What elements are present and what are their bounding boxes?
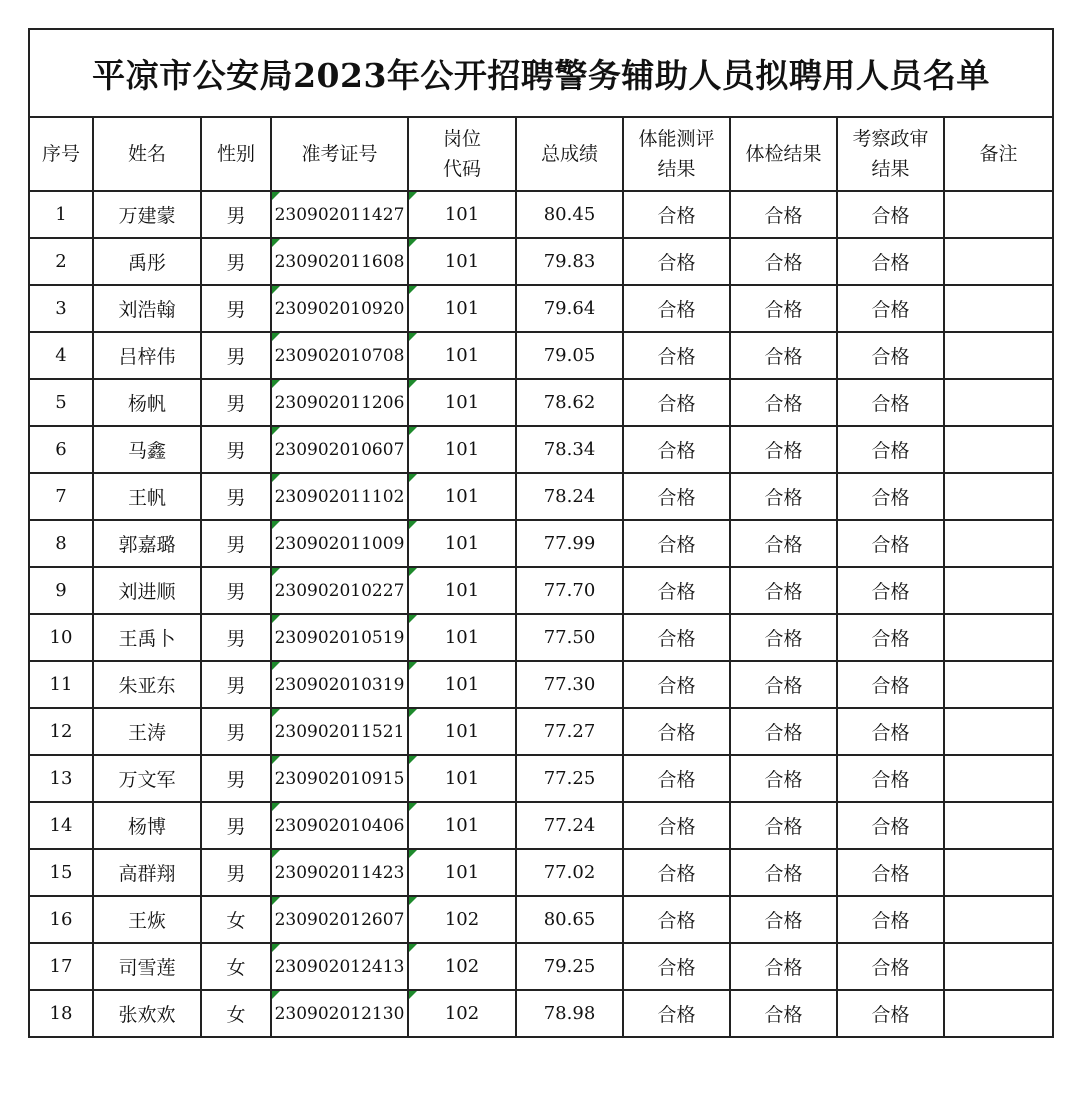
political-review-cell: 合格 xyxy=(837,661,944,708)
table-row xyxy=(29,661,1053,708)
seq-cell: 14 xyxy=(29,802,93,849)
total-score-cell: 80.65 xyxy=(516,896,623,943)
political-review-cell: 合格 xyxy=(837,379,944,426)
remark-cell xyxy=(944,473,1053,520)
total-score-cell: 77.25 xyxy=(516,755,623,802)
total-score-cell: 77.30 xyxy=(516,661,623,708)
seq-cell: 5 xyxy=(29,379,93,426)
header-position-code-line1: 岗位 xyxy=(442,128,481,150)
remark-cell xyxy=(944,426,1053,473)
remark-cell xyxy=(944,943,1053,990)
gender-cell: 男 xyxy=(201,614,271,661)
text-number-marker xyxy=(409,380,417,388)
position-code-cell: 101 xyxy=(408,661,516,708)
medical-result-cell: 合格 xyxy=(730,567,837,614)
fitness-result-cell: 合格 xyxy=(623,896,730,943)
header-fitness-result xyxy=(623,117,730,191)
name-cell: 王禹卜 xyxy=(93,614,201,661)
fitness-result-cell: 合格 xyxy=(623,473,730,520)
header-fitness-line2: 结果 xyxy=(657,158,696,180)
ticket-number-cell: 230902011102 xyxy=(271,473,408,520)
position-code-cell: 101 xyxy=(408,755,516,802)
roster-sheet xyxy=(28,28,1052,1038)
seq-cell: 3 xyxy=(29,285,93,332)
ticket-number-cell: 230902010708 xyxy=(271,332,408,379)
position-code-cell: 101 xyxy=(408,614,516,661)
table-row xyxy=(29,426,1053,473)
total-score-cell: 79.83 xyxy=(516,238,623,285)
fitness-result-cell: 合格 xyxy=(623,849,730,896)
political-review-cell: 合格 xyxy=(837,238,944,285)
medical-result-cell: 合格 xyxy=(730,520,837,567)
name-cell: 王帆 xyxy=(93,473,201,520)
medical-result-cell: 合格 xyxy=(730,990,837,1037)
position-code-cell: 102 xyxy=(408,943,516,990)
fitness-result-cell: 合格 xyxy=(623,238,730,285)
document-title: 平凉市公安局2023年公开招聘警务辅助人员拟聘用人员名单 xyxy=(29,29,1053,117)
table-row xyxy=(29,943,1053,990)
medical-result-cell: 合格 xyxy=(730,755,837,802)
medical-result-cell: 合格 xyxy=(730,614,837,661)
ticket-number-cell: 230902010319 xyxy=(271,661,408,708)
medical-result-cell: 合格 xyxy=(730,849,837,896)
text-number-marker xyxy=(409,333,417,341)
political-review-cell: 合格 xyxy=(837,990,944,1037)
text-number-marker xyxy=(409,709,417,717)
fitness-result-cell: 合格 xyxy=(623,943,730,990)
gender-cell: 男 xyxy=(201,802,271,849)
ticket-number-cell: 230902011521 xyxy=(271,708,408,755)
gender-cell: 男 xyxy=(201,285,271,332)
ticket-number-cell: 230902012607 xyxy=(271,896,408,943)
text-number-marker xyxy=(409,568,417,576)
text-number-marker xyxy=(409,474,417,482)
seq-cell: 18 xyxy=(29,990,93,1037)
seq-cell: 10 xyxy=(29,614,93,661)
remark-cell xyxy=(944,990,1053,1037)
ticket-number-cell: 230902010406 xyxy=(271,802,408,849)
text-number-marker xyxy=(409,662,417,670)
text-number-marker xyxy=(272,897,280,905)
name-cell: 张欢欢 xyxy=(93,990,201,1037)
gender-cell: 男 xyxy=(201,332,271,379)
table-row xyxy=(29,896,1053,943)
fitness-result-cell: 合格 xyxy=(623,520,730,567)
header-position-code xyxy=(408,117,516,191)
medical-result-cell: 合格 xyxy=(730,473,837,520)
gender-cell: 男 xyxy=(201,849,271,896)
total-score-cell: 79.64 xyxy=(516,285,623,332)
text-number-marker xyxy=(272,239,280,247)
gender-cell: 女 xyxy=(201,943,271,990)
name-cell: 刘浩翰 xyxy=(93,285,201,332)
gender-cell: 男 xyxy=(201,567,271,614)
table-row xyxy=(29,990,1053,1037)
political-review-cell: 合格 xyxy=(837,708,944,755)
gender-cell: 男 xyxy=(201,661,271,708)
fitness-result-cell: 合格 xyxy=(623,755,730,802)
text-number-marker xyxy=(272,803,280,811)
gender-cell: 男 xyxy=(201,755,271,802)
text-number-marker xyxy=(409,944,417,952)
position-code-cell: 101 xyxy=(408,238,516,285)
text-number-marker xyxy=(272,709,280,717)
political-review-cell: 合格 xyxy=(837,849,944,896)
remark-cell xyxy=(944,614,1053,661)
text-number-marker xyxy=(409,239,417,247)
position-code-cell: 101 xyxy=(408,426,516,473)
medical-result-cell: 合格 xyxy=(730,896,837,943)
header-seq: 序号 xyxy=(29,117,93,191)
position-code-cell: 101 xyxy=(408,520,516,567)
fitness-result-cell: 合格 xyxy=(623,661,730,708)
political-review-cell: 合格 xyxy=(837,520,944,567)
name-cell: 杨博 xyxy=(93,802,201,849)
fitness-result-cell: 合格 xyxy=(623,379,730,426)
seq-cell: 9 xyxy=(29,567,93,614)
header-name: 姓名 xyxy=(93,117,201,191)
total-score-cell: 78.34 xyxy=(516,426,623,473)
text-number-marker xyxy=(409,803,417,811)
table-row xyxy=(29,332,1053,379)
name-cell: 禹彤 xyxy=(93,238,201,285)
text-number-marker xyxy=(272,756,280,764)
remark-cell xyxy=(944,332,1053,379)
gender-cell: 男 xyxy=(201,708,271,755)
position-code-cell: 101 xyxy=(408,708,516,755)
position-code-cell: 101 xyxy=(408,379,516,426)
ticket-number-cell: 230902012413 xyxy=(271,943,408,990)
remark-cell xyxy=(944,379,1053,426)
fitness-result-cell: 合格 xyxy=(623,567,730,614)
ticket-number-cell: 230902010920 xyxy=(271,285,408,332)
political-review-cell: 合格 xyxy=(837,755,944,802)
text-number-marker xyxy=(272,286,280,294)
total-score-cell: 77.02 xyxy=(516,849,623,896)
table-row xyxy=(29,567,1053,614)
roster-body xyxy=(29,191,1053,1037)
text-number-marker xyxy=(409,286,417,294)
ticket-number-cell: 230902012130 xyxy=(271,990,408,1037)
text-number-marker xyxy=(272,474,280,482)
table-row xyxy=(29,849,1053,896)
fitness-result-cell: 合格 xyxy=(623,708,730,755)
text-number-marker xyxy=(272,991,280,999)
ticket-number-cell: 230902011009 xyxy=(271,520,408,567)
position-code-cell: 101 xyxy=(408,191,516,238)
total-score-cell: 77.24 xyxy=(516,802,623,849)
medical-result-cell: 合格 xyxy=(730,943,837,990)
medical-result-cell: 合格 xyxy=(730,661,837,708)
seq-cell: 4 xyxy=(29,332,93,379)
name-cell: 王涛 xyxy=(93,708,201,755)
text-number-marker xyxy=(272,521,280,529)
political-review-cell: 合格 xyxy=(837,567,944,614)
fitness-result-cell: 合格 xyxy=(623,614,730,661)
gender-cell: 女 xyxy=(201,896,271,943)
text-number-marker xyxy=(272,615,280,623)
fitness-result-cell: 合格 xyxy=(623,191,730,238)
gender-cell: 男 xyxy=(201,238,271,285)
medical-result-cell: 合格 xyxy=(730,426,837,473)
text-number-marker xyxy=(409,615,417,623)
text-number-marker xyxy=(409,850,417,858)
political-review-cell: 合格 xyxy=(837,943,944,990)
header-position-code-line2: 代码 xyxy=(442,158,481,180)
medical-result-cell: 合格 xyxy=(730,191,837,238)
ticket-number-cell: 230902011427 xyxy=(271,191,408,238)
table-row xyxy=(29,238,1053,285)
fitness-result-cell: 合格 xyxy=(623,990,730,1037)
total-score-cell: 79.05 xyxy=(516,332,623,379)
header-gender: 性别 xyxy=(201,117,271,191)
seq-cell: 15 xyxy=(29,849,93,896)
seq-cell: 1 xyxy=(29,191,93,238)
text-number-marker xyxy=(409,897,417,905)
text-number-marker xyxy=(272,568,280,576)
text-number-marker xyxy=(272,192,280,200)
ticket-number-cell: 230902010915 xyxy=(271,755,408,802)
name-cell: 王烣 xyxy=(93,896,201,943)
total-score-cell: 78.24 xyxy=(516,473,623,520)
seq-cell: 13 xyxy=(29,755,93,802)
remark-cell xyxy=(944,755,1053,802)
gender-cell: 男 xyxy=(201,191,271,238)
text-number-marker xyxy=(272,850,280,858)
fitness-result-cell: 合格 xyxy=(623,285,730,332)
remark-cell xyxy=(944,849,1053,896)
position-code-cell: 101 xyxy=(408,285,516,332)
text-number-marker xyxy=(272,662,280,670)
medical-result-cell: 合格 xyxy=(730,332,837,379)
remark-cell xyxy=(944,661,1053,708)
text-number-marker xyxy=(409,427,417,435)
position-code-cell: 101 xyxy=(408,567,516,614)
gender-cell: 男 xyxy=(201,520,271,567)
position-code-cell: 101 xyxy=(408,802,516,849)
text-number-marker xyxy=(272,333,280,341)
medical-result-cell: 合格 xyxy=(730,285,837,332)
header-total-score: 总成绩 xyxy=(516,117,623,191)
political-review-cell: 合格 xyxy=(837,473,944,520)
position-code-cell: 101 xyxy=(408,473,516,520)
text-number-marker xyxy=(272,380,280,388)
header-row xyxy=(29,117,1053,191)
fitness-result-cell: 合格 xyxy=(623,426,730,473)
name-cell: 高群翔 xyxy=(93,849,201,896)
roster-table xyxy=(28,28,1054,1038)
total-score-cell: 78.98 xyxy=(516,990,623,1037)
total-score-cell: 79.25 xyxy=(516,943,623,990)
position-code-cell: 102 xyxy=(408,896,516,943)
header-political-line2: 结果 xyxy=(871,158,910,180)
text-number-marker xyxy=(409,192,417,200)
political-review-cell: 合格 xyxy=(837,285,944,332)
total-score-cell: 77.50 xyxy=(516,614,623,661)
total-score-cell: 77.70 xyxy=(516,567,623,614)
political-review-cell: 合格 xyxy=(837,802,944,849)
total-score-cell: 78.62 xyxy=(516,379,623,426)
fitness-result-cell: 合格 xyxy=(623,802,730,849)
political-review-cell: 合格 xyxy=(837,614,944,661)
header-ticket: 准考证号 xyxy=(271,117,408,191)
name-cell: 杨帆 xyxy=(93,379,201,426)
name-cell: 吕梓伟 xyxy=(93,332,201,379)
political-review-cell: 合格 xyxy=(837,191,944,238)
seq-cell: 17 xyxy=(29,943,93,990)
table-row xyxy=(29,802,1053,849)
seq-cell: 16 xyxy=(29,896,93,943)
total-score-cell: 77.27 xyxy=(516,708,623,755)
gender-cell: 男 xyxy=(201,379,271,426)
medical-result-cell: 合格 xyxy=(730,238,837,285)
position-code-cell: 101 xyxy=(408,849,516,896)
seq-cell: 7 xyxy=(29,473,93,520)
seq-cell: 2 xyxy=(29,238,93,285)
ticket-number-cell: 230902011206 xyxy=(271,379,408,426)
text-number-marker xyxy=(272,427,280,435)
header-political-review xyxy=(837,117,944,191)
gender-cell: 男 xyxy=(201,473,271,520)
name-cell: 万建蒙 xyxy=(93,191,201,238)
gender-cell: 女 xyxy=(201,990,271,1037)
total-score-cell: 80.45 xyxy=(516,191,623,238)
header-fitness-line1: 体能测评 xyxy=(638,128,715,150)
table-row xyxy=(29,520,1053,567)
remark-cell xyxy=(944,567,1053,614)
text-number-marker xyxy=(409,521,417,529)
seq-cell: 11 xyxy=(29,661,93,708)
name-cell: 马鑫 xyxy=(93,426,201,473)
header-remark: 备注 xyxy=(944,117,1053,191)
medical-result-cell: 合格 xyxy=(730,802,837,849)
ticket-number-cell: 230902010519 xyxy=(271,614,408,661)
header-medical-result: 体检结果 xyxy=(730,117,837,191)
ticket-number-cell: 230902010227 xyxy=(271,567,408,614)
ticket-number-cell: 230902011608 xyxy=(271,238,408,285)
text-number-marker xyxy=(272,944,280,952)
ticket-number-cell: 230902010607 xyxy=(271,426,408,473)
name-cell: 朱亚东 xyxy=(93,661,201,708)
medical-result-cell: 合格 xyxy=(730,379,837,426)
text-number-marker xyxy=(409,991,417,999)
remark-cell xyxy=(944,238,1053,285)
medical-result-cell: 合格 xyxy=(730,708,837,755)
remark-cell xyxy=(944,896,1053,943)
table-row xyxy=(29,379,1053,426)
table-row xyxy=(29,755,1053,802)
name-cell: 郭嘉璐 xyxy=(93,520,201,567)
ticket-number-cell: 230902011423 xyxy=(271,849,408,896)
remark-cell xyxy=(944,708,1053,755)
position-code-cell: 102 xyxy=(408,990,516,1037)
remark-cell xyxy=(944,520,1053,567)
gender-cell: 男 xyxy=(201,426,271,473)
position-code-cell: 101 xyxy=(408,332,516,379)
remark-cell xyxy=(944,191,1053,238)
text-number-marker xyxy=(409,756,417,764)
name-cell: 刘进顺 xyxy=(93,567,201,614)
seq-cell: 6 xyxy=(29,426,93,473)
remark-cell xyxy=(944,285,1053,332)
table-row xyxy=(29,473,1053,520)
fitness-result-cell: 合格 xyxy=(623,332,730,379)
political-review-cell: 合格 xyxy=(837,426,944,473)
remark-cell xyxy=(944,802,1053,849)
table-row xyxy=(29,614,1053,661)
name-cell: 万文军 xyxy=(93,755,201,802)
table-row xyxy=(29,708,1053,755)
political-review-cell: 合格 xyxy=(837,896,944,943)
table-row xyxy=(29,285,1053,332)
name-cell: 司雪莲 xyxy=(93,943,201,990)
table-row xyxy=(29,191,1053,238)
total-score-cell: 77.99 xyxy=(516,520,623,567)
seq-cell: 8 xyxy=(29,520,93,567)
political-review-cell: 合格 xyxy=(837,332,944,379)
seq-cell: 12 xyxy=(29,708,93,755)
header-political-line1: 考察政审 xyxy=(852,128,929,150)
